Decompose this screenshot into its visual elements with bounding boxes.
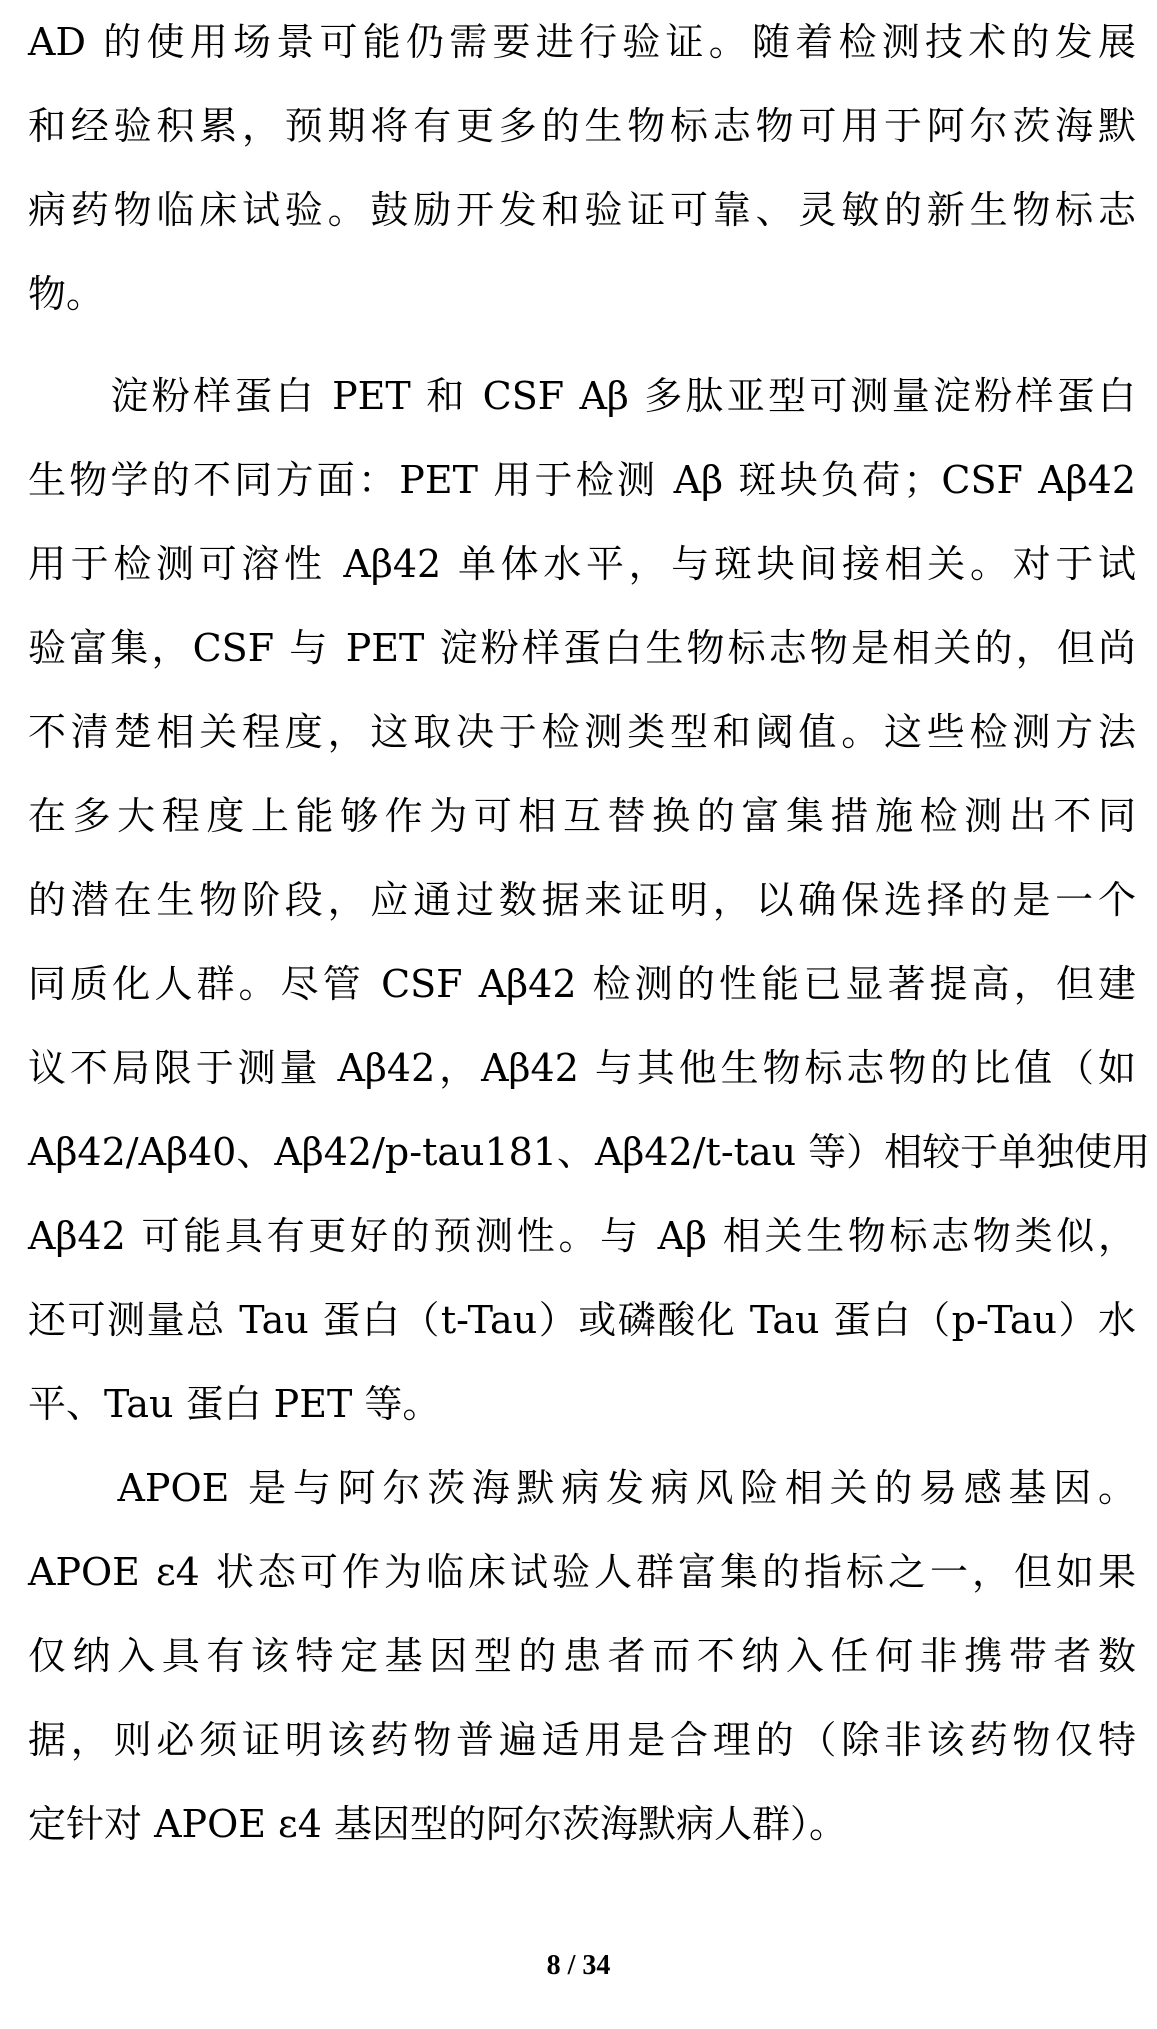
text-line: Aβ42 可能具有更好的预测性。与 Aβ 相关生物标志物类似， [28, 1214, 1136, 1258]
text-line: Aβ42/Aβ40、Aβ42/p-tau181、Aβ42/t-tau 等）相较于单独使用 [28, 1130, 1151, 1174]
text-line: 还可测量总 Tau 蛋白（t-Tau）或磷酸化 Tau 蛋白（p-Tau）水 [28, 1298, 1136, 1342]
text-line: 物。 [28, 272, 105, 316]
page-number: 8 / 34 [546, 1950, 611, 1981]
text-line: 议不局限于测量 Aβ42，Aβ42 与其他生物标志物的比值（如 [28, 1046, 1136, 1090]
text-line: 不清楚相关程度，这取决于检测类型和阈值。这些检测方法 [28, 710, 1136, 754]
text-line: 病药物临床试验。鼓励开发和验证可靠、灵敏的新生物标志 [28, 188, 1136, 232]
text-line: 淀粉样蛋白 PET 和 CSF Aβ 多肽亚型可测量淀粉样蛋白 [28, 374, 1136, 418]
text-line: 在多大程度上能够作为可相互替换的富集措施检测出不同 [28, 794, 1136, 838]
text-line: 生物学的不同方面：PET 用于检测 Aβ 斑块负荷；CSF Aβ42 [28, 458, 1136, 502]
text-line: 定针对 APOE ε4 基因型的阿尔茨海默病人群）。 [28, 1802, 848, 1846]
text-line: AD 的使用场景可能仍需要进行验证。随着检测技术的发展 [28, 20, 1136, 64]
text-line: 的潜在生物阶段，应通过数据来证明，以确保选择的是一个 [28, 878, 1136, 922]
text-line: APOE ε4 状态可作为临床试验人群富集的指标之一，但如果 [28, 1550, 1136, 1594]
text-line: 用于检测可溶性 Aβ42 单体水平，与斑块间接相关。对于试 [28, 542, 1136, 586]
text-line: 和经验积累，预期将有更多的生物标志物可用于阿尔茨海默 [28, 104, 1136, 148]
text-line: 同质化人群。尽管 CSF Aβ42 检测的性能已显著提高，但建 [28, 962, 1136, 1006]
text-line: 验富集，CSF 与 PET 淀粉样蛋白生物标志物是相关的，但尚 [28, 626, 1136, 670]
text-line: APOE 是与阿尔茨海默病发病风险相关的易感基因。 [28, 1466, 1136, 1510]
text-line: 据，则必须证明该药物普遍适用是合理的（除非该药物仅特 [28, 1718, 1136, 1762]
text-line: 平、Tau 蛋白 PET 等。 [28, 1382, 441, 1426]
text-line: 仅纳入具有该特定基因型的患者而不纳入任何非携带者数 [28, 1634, 1136, 1678]
